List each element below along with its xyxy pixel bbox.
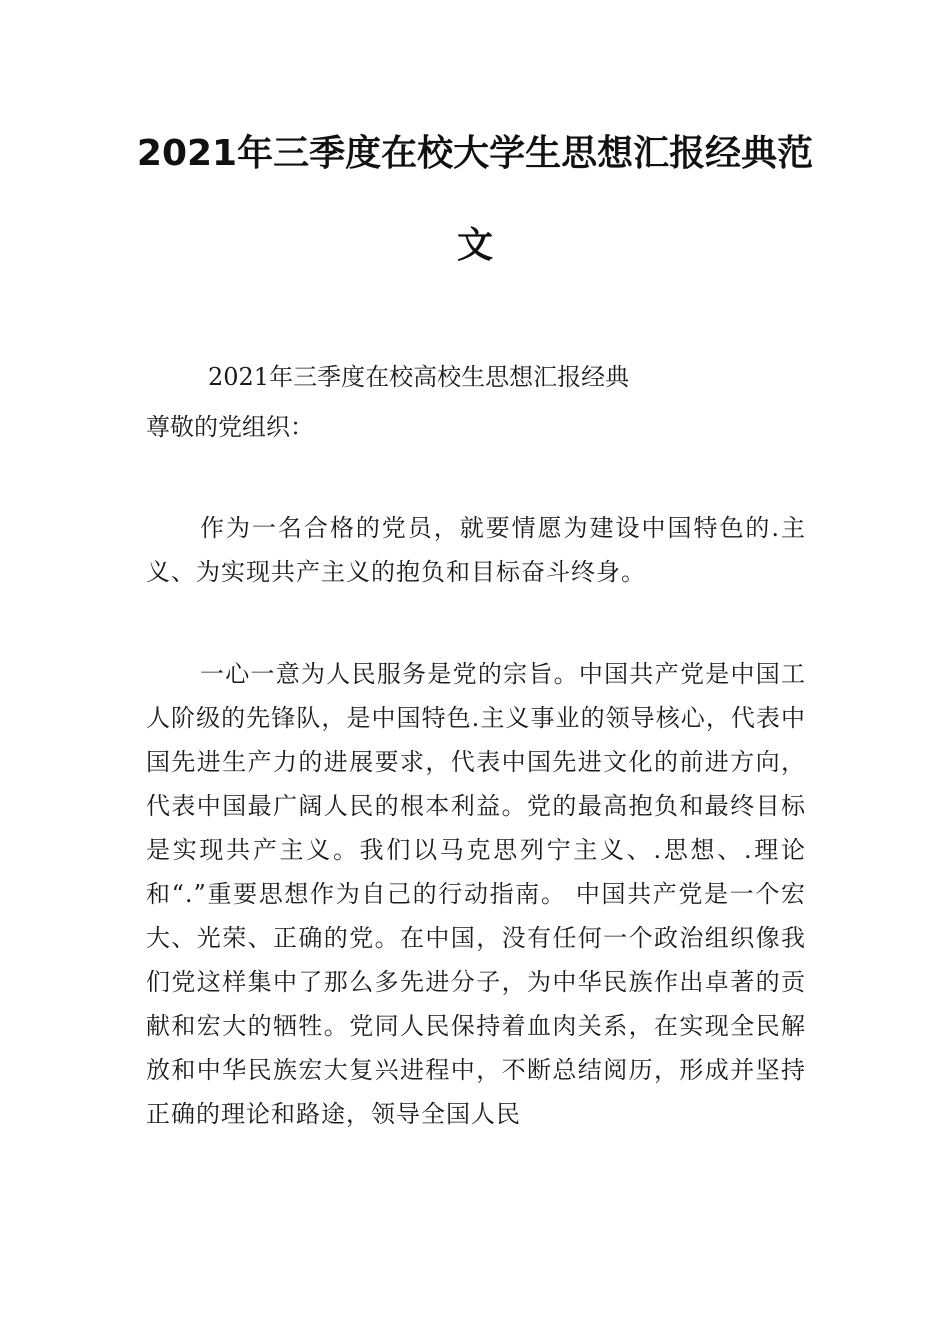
subheading: 2021年三季度在校高校生思想汇报经典 bbox=[208, 363, 630, 391]
paragraph-1: 作为一名合格的党员，就要情愿为建设中国特色的.主义、为实现共产主义的抱负和目标奋斗终身。 bbox=[146, 514, 806, 586]
document-title-line-1: 2021年三季度在校大学生思想汇报经典范 bbox=[136, 133, 814, 174]
document-title-line-2: 文 bbox=[456, 225, 493, 266]
salutation: 尊敬的党组织： bbox=[146, 413, 314, 441]
paragraph-2: 一心一意为人民服务是党的宗旨。中国共产党是中国工人阶级的先锋队，是中国特色.主义事业的领导核心，代表中国先进生产力的进展要求，代表中国先进文化的前进方向，代表中国最广阔人民的根本利益。党的最高抱负和最终目标是实现共产主义。我们以马克思列宁主义、.思想、.理论和“.”重要思想作为自己的行动指南。 中国共产党是一个宏大、光荣、正确的党。在中国，没有任何一个政治组织像我们党这样集中了那么多先进分子，为中华民族作出卓著的贡献和宏大的牺牲。党同人民保持着血肉关系，在实现全民解放和中华民族宏大复兴进程中，不断总结阅历，形成并坚持正确的理论和路途，领导全国人民 bbox=[146, 660, 806, 1128]
